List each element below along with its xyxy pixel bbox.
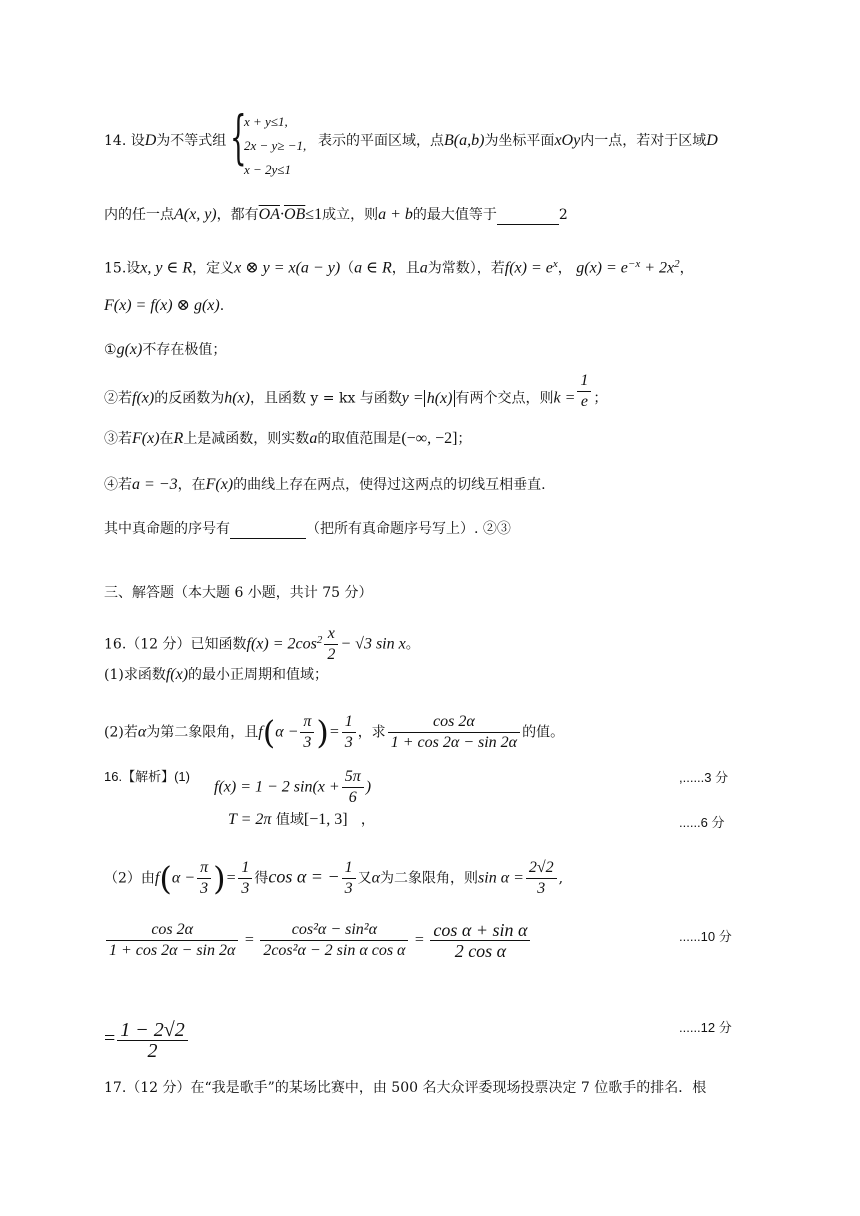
q16-part1: (1)求函数f(x)的最小正周期和值域； xyxy=(104,666,329,683)
sol16-final: = $\frac{1 - 2√2}{2}$ xyxy=(104,1020,190,1061)
q15-statement-2: ②若f(x)的反函数为h(x)，且函数 y = kx 与函数y = h(x) 有两个交点，则k = $\frac{1}{e}$ ； xyxy=(104,372,608,410)
q15-statement-3: ③若F(x)在R上是减函数，则实数a的取值范围是(−∞, −2]； xyxy=(104,430,472,447)
q17-line1: 17.（12 分）在“我是歌手”的某场比赛中，由 500 名大众评委现场投票决定 7 位歌手的排名．根 xyxy=(104,1080,707,1096)
sol16-line4: $\frac{\cos 2\alpha}{1 + \cos 2\alpha - \sin 2\alpha}$ = $\frac{\text{cos²α − sin²α}}{\text{2cos²α − 2 sin α cos α}}$ = $\frac{\text{cos α + sin α}}{\text{2 cos α}}$ xyxy=(104,920,532,961)
q15-statement-1: ①g(x)不存在极值； xyxy=(104,341,227,358)
q14-line1-prefix: 14. 设D为不等式组 xyxy=(104,132,227,149)
q15-answer: ②③ xyxy=(482,521,511,537)
sol16-line3: （2）由f(α − $\frac{\pi}{3}$ )= $\frac{1}{3}$ 得cos α = − $\frac{1}{3}$ 又α为二象限角，则sin α = $\frac{2√2}{3}$ , xyxy=(104,859,564,898)
q16-part2: (2)若α为第二象限角，且f(α − $\frac{\pi}{3}$ )= $\frac{1}{3}$ ，求 $\frac{\cos 2\alpha}{1 + \cos 2\alpha - \sin 2\alpha}$ 的值。 xyxy=(104,713,565,752)
q15-line2: F(x) = f(x) ⊗ g(x). xyxy=(104,297,225,314)
score-10: ......10 分 xyxy=(679,929,732,944)
q14-answer: 2 xyxy=(558,207,568,223)
q15-ending: 其中真命题的序号有 （把所有真命题序号写上）. ②③ xyxy=(104,518,511,539)
q15-statement-4: ④若a = −3，在F(x)的曲线上存在两点，使得过这两点的切线互相垂直. xyxy=(104,476,546,493)
q14-line2: 内的任一点A(x, y)，都有$\overline{OA}\cdot\overline{OB}\le 1$成立，则a + b的最大值等于 2 xyxy=(104,206,568,223)
inequality-system: x + y≤1, 2x − y≥ −1, x − 2y≤1 xyxy=(244,114,307,177)
system-brace: { xyxy=(230,103,247,171)
score-12: ......12 分 xyxy=(679,1020,732,1035)
q15-line1: 15.设x, y ∈ R，定义x ⊗ y = x(a − y)（a ∈ R，且a为常数），若$f(x) = e^x$， $g(x) = e^{-x} + 2x^2$， xyxy=(104,258,694,277)
section-heading: 三、解答题（本大题 6 小题，共计 75 分） xyxy=(104,585,373,601)
q14-answer-blank xyxy=(497,204,559,225)
sol16-label: 16.【解析】(1) xyxy=(104,769,190,784)
sol16-line2: T = 2π 值域[−1, 3] ， xyxy=(228,811,375,828)
q14-line1-suffix: 表示的平面区域，点B(a,b)为坐标平面xOy内一点，若对于区域D xyxy=(318,132,718,149)
q16-line1: 16.（12 分）已知函数$f(x) = 2\cos^2$ $\frac{x}{2}$ − √3 sin x。 xyxy=(104,625,420,663)
score-3: ,......3 分 xyxy=(679,770,729,785)
sol16-line1: f(x) = 1 − 2 sin(x + $\frac{5\pi}{6}$ ) xyxy=(214,768,372,806)
score-6: ......6 分 xyxy=(679,815,725,830)
q15-answer-blank xyxy=(230,518,306,539)
